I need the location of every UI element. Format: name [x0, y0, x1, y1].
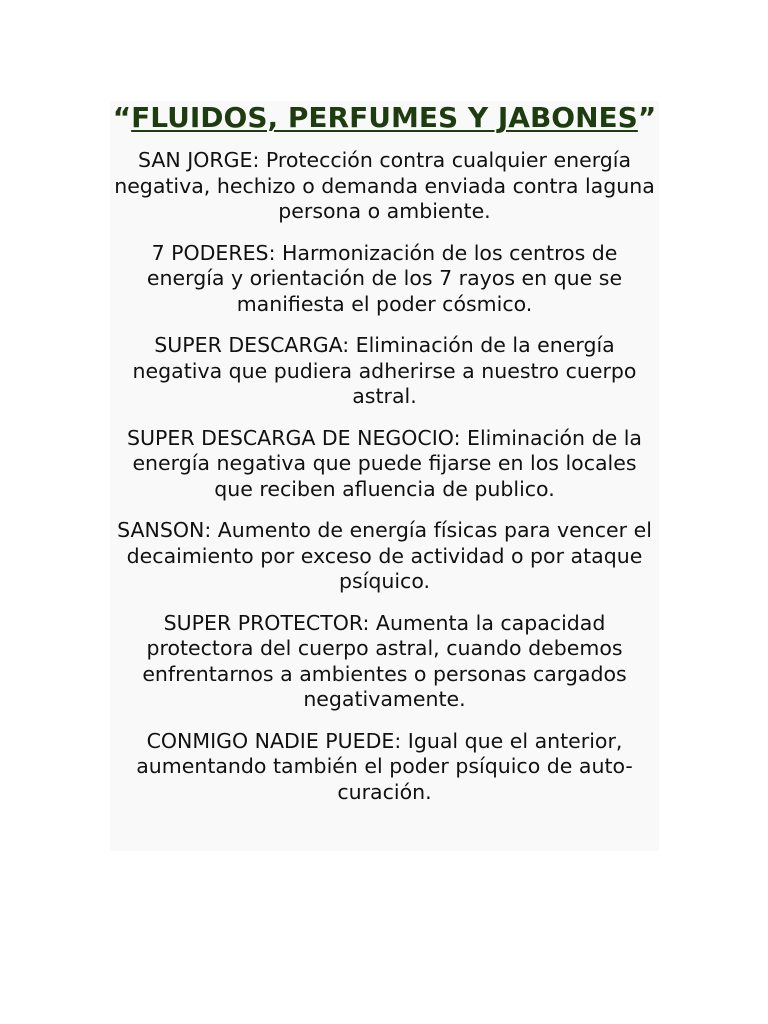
title-close-quote: ” [637, 101, 657, 134]
entry-sanson: SANSON: Aumento de energía físicas para vencer el decaimiento por exceso de actividad o por ataque psíquico. [117, 518, 652, 593]
document-title [110, 101, 659, 135]
title-text: FLUIDOS, PERFUMES Y JABONES [131, 101, 638, 134]
entry-super-protector: SUPER PROTECTOR: Aumenta la capacidad protectora del cuerpo astral, cuando debemos enfrentarnos a ambientes o personas cargados negativamente. [142, 610, 627, 711]
title-open-quote: “ [112, 101, 132, 134]
entry-list [110, 148, 659, 805]
entry-san-jorge: SAN JORGE: Protección contra cualquier energía negativa, hechizo o demanda enviada contra laguna persona o ambiente. [114, 148, 655, 223]
entry-super-descarga: SUPER DESCARGA: Eliminación de la energía negativa que pudiera adherirse a nuestro cuerpo astral. [132, 333, 637, 408]
entry-super-descarga-negocio: SUPER DESCARGA DE NEGOCIO: Eliminación de la energía negativa que puede fijarse en los locales que reciben afluencia de publico. [127, 425, 642, 501]
entry-7-poderes: 7 PODERES: Harmonización de los centros de energía y orientación de los 7 rayos en que se manifiesta el poder cósmico. [146, 240, 623, 316]
entry-conmigo-nadie-puede: CONMIGO NADIE PUEDE: Igual que el anterior, aumentando también el poder psíquico de auto-curación. [136, 728, 633, 804]
document-page [110, 101, 659, 851]
